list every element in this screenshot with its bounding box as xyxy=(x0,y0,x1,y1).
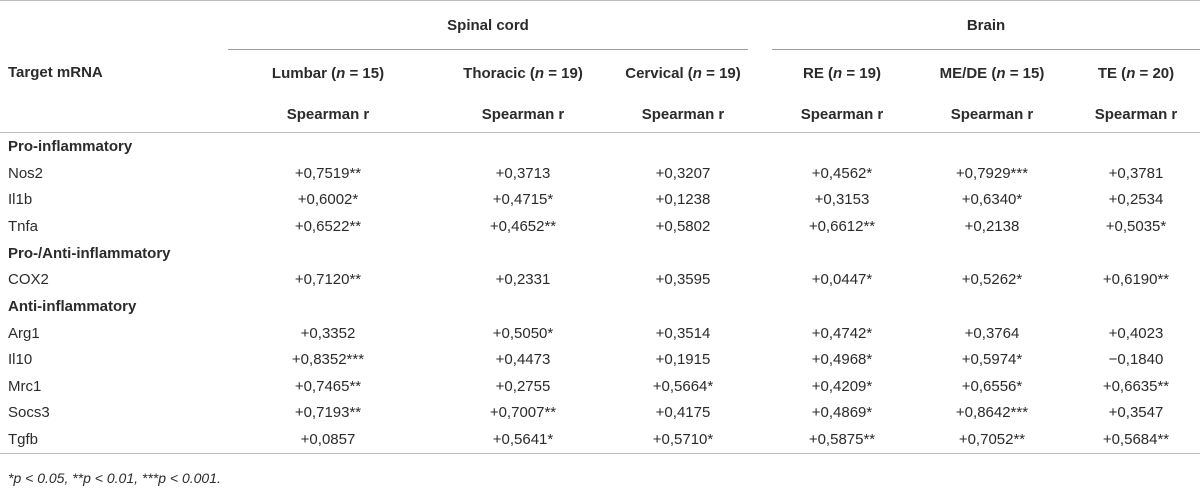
cell-value: +0,2331 xyxy=(495,271,551,289)
table-row xyxy=(0,160,1200,187)
row-label: Arg1 xyxy=(8,324,40,342)
cell-value: +0,3781 xyxy=(1108,164,1164,182)
table-row xyxy=(0,320,1200,347)
cell-value: +0,2138 xyxy=(964,217,1020,235)
cell-value: +0,3153 xyxy=(814,191,870,209)
table-row xyxy=(0,213,1200,240)
cell-value: +0,4473 xyxy=(495,351,551,369)
cell-value: +0,5050* xyxy=(492,324,554,342)
cell-value: +0,7193** xyxy=(294,404,362,422)
col-cervical: Cervical (n = 19) xyxy=(625,64,741,82)
row-label: COX2 xyxy=(8,271,49,289)
cell-value: +0,4869* xyxy=(811,404,873,422)
table-row xyxy=(0,400,1200,427)
cell-value: +0,7120** xyxy=(294,271,362,289)
cell-value: +0,7929*** xyxy=(955,164,1029,182)
table-footnote: *p < 0.05, **p < 0.01, ***p < 0.001. xyxy=(8,470,221,486)
row-label: Tnfa xyxy=(8,217,39,235)
col-te: TE (n = 20) xyxy=(1097,64,1175,82)
col-re: RE (n = 19) xyxy=(803,64,881,82)
table-row xyxy=(0,373,1200,400)
row-label: Il10 xyxy=(8,351,33,369)
cell-value: +0,5802 xyxy=(655,217,711,235)
cell-value: +0,7007** xyxy=(489,404,557,422)
cell-value: +0,3352 xyxy=(300,324,356,342)
cell-value: +0,5035* xyxy=(1105,217,1167,235)
cell-value: +0,3764 xyxy=(964,324,1020,342)
cell-value: +0,6635** xyxy=(1102,377,1170,395)
stat-label: Spearman r xyxy=(800,105,884,123)
cell-value: +0,1915 xyxy=(655,351,711,369)
row-label: Nos2 xyxy=(8,164,44,182)
cell-value: +0,4652** xyxy=(489,217,557,235)
cell-value: +0,5641* xyxy=(492,430,554,448)
cell-value: +0,3207 xyxy=(655,164,711,182)
cell-value: +0,7465** xyxy=(294,377,362,395)
row-label: Socs3 xyxy=(8,404,50,422)
table-row xyxy=(0,267,1200,294)
cell-value: +0,4209* xyxy=(811,377,873,395)
cell-value: +0,0447* xyxy=(811,271,873,289)
cell-value: +0,5974* xyxy=(961,351,1023,369)
cell-value: +0,4023 xyxy=(1108,324,1164,342)
col-lumbar: Lumbar (n = 15) xyxy=(271,64,385,82)
cell-value: +0,2534 xyxy=(1108,191,1164,209)
cell-value: +0,8352*** xyxy=(291,351,365,369)
cell-value: +0,1238 xyxy=(655,191,711,209)
section-pro-anti-inflammatory: Pro-/Anti-inflammatory xyxy=(8,244,171,262)
table-row xyxy=(0,426,1200,453)
cell-value: +0,3547 xyxy=(1108,404,1164,422)
cell-value: +0,0857 xyxy=(300,430,356,448)
cell-value: +0,2755 xyxy=(495,377,551,395)
row-label: Il1b xyxy=(8,191,33,209)
cell-value: +0,5875** xyxy=(808,430,876,448)
group-spinal-cord: Spinal cord xyxy=(228,1,748,50)
cell-value: +0,6002* xyxy=(297,191,359,209)
cell-value: +0,4968* xyxy=(811,351,873,369)
cell-value: +0,5262* xyxy=(961,271,1023,289)
group-brain: Brain xyxy=(772,1,1200,50)
cell-value: −0,1840 xyxy=(1108,351,1164,369)
cell-value: +0,3595 xyxy=(655,271,711,289)
cell-value: +0,6522** xyxy=(294,217,362,235)
stat-label: Spearman r xyxy=(641,105,725,123)
cell-value: +0,4175 xyxy=(655,404,711,422)
table-row xyxy=(0,347,1200,374)
cell-value: +0,5684** xyxy=(1102,430,1170,448)
stat-label: Spearman r xyxy=(950,105,1034,123)
target-mrna-header: Target mRNA xyxy=(8,64,103,82)
cell-value: +0,6612** xyxy=(808,217,876,235)
cell-value: +0,7519** xyxy=(294,164,362,182)
cell-value: +0,4742* xyxy=(811,324,873,342)
stat-label: Spearman r xyxy=(1094,105,1178,123)
row-label: Mrc1 xyxy=(8,377,42,395)
cell-value: +0,3514 xyxy=(655,324,711,342)
stat-label: Spearman r xyxy=(481,105,565,123)
cell-value: +0,8642*** xyxy=(955,404,1029,422)
cell-value: +0,5664* xyxy=(652,377,714,395)
row-label: Tgfb xyxy=(8,430,39,448)
cell-value: +0,7052** xyxy=(958,430,1026,448)
cell-value: +0,6556* xyxy=(961,377,1023,395)
table-row xyxy=(0,187,1200,214)
cell-value: +0,6340* xyxy=(961,191,1023,209)
cell-value: +0,5710* xyxy=(652,430,714,448)
col-me-de: ME/DE (n = 15) xyxy=(939,64,1045,82)
section-pro-inflammatory: Pro-inflammatory xyxy=(8,138,133,155)
cell-value: +0,4715* xyxy=(492,191,554,209)
col-thoracic: Thoracic (n = 19) xyxy=(463,64,583,82)
cell-value: +0,3713 xyxy=(495,164,551,182)
cell-value: +0,6190** xyxy=(1102,271,1170,289)
stat-label: Spearman r xyxy=(286,105,370,123)
section-anti-inflammatory: Anti-inflammatory xyxy=(8,298,137,315)
cell-value: +0,4562* xyxy=(811,164,873,182)
